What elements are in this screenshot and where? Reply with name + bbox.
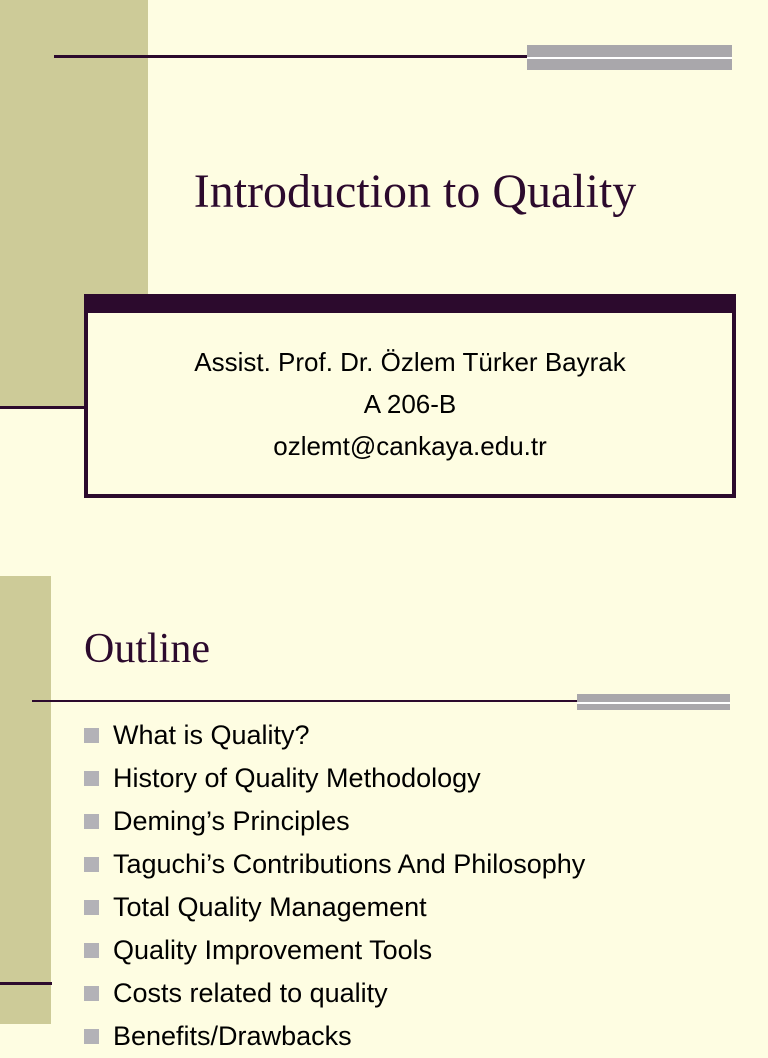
author-info-box [84, 294, 736, 498]
accent-bar [577, 694, 730, 710]
bullet-square-icon [84, 728, 99, 743]
email-address: ozlemt@cankaya.edu.tr [273, 430, 547, 461]
side-rule [0, 982, 52, 985]
office-number: A 206-B [363, 388, 457, 419]
bullet-square-icon [84, 857, 99, 872]
outline-item: Total Quality Management [84, 886, 585, 929]
outline-title: Outline [84, 626, 210, 672]
side-panel [0, 576, 51, 1024]
side-rule [0, 406, 86, 409]
outline-item: Benefits/Drawbacks [84, 1015, 585, 1058]
outline-item: Taguchi’s Contributions And Philosophy [84, 843, 585, 886]
bullet-square-icon [84, 1029, 99, 1044]
outline-item: What is Quality? [84, 714, 585, 757]
bullet-square-icon [84, 986, 99, 1001]
bullet-square-icon [84, 814, 99, 829]
slide-title: Introduction to Quality [193, 165, 637, 218]
bullet-square-icon [84, 771, 99, 786]
accent-bar [527, 45, 732, 70]
author-name: Assist. Prof. Dr. Özlem Türker Bayrak [194, 346, 626, 377]
outline-item: History of Quality Methodology [84, 757, 585, 800]
outline-item: Deming’s Principles [84, 800, 585, 843]
outline-list [84, 714, 585, 1058]
outline-item: Costs related to quality [84, 972, 585, 1015]
outline-item: Quality Improvement Tools [84, 929, 585, 972]
bullet-square-icon [84, 900, 99, 915]
bullet-square-icon [84, 943, 99, 958]
